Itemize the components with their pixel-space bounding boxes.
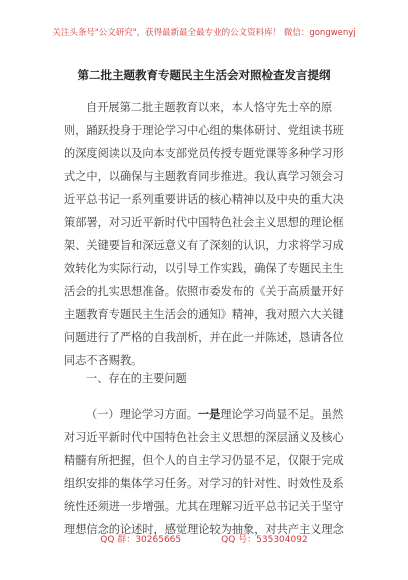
text-line: 对习近平新时代中国特色社会主义思想的深层涵义及核心 xyxy=(64,431,344,444)
qq-group: QQ 群：30265665 xyxy=(100,535,182,545)
subsection-bold: 一是 xyxy=(197,408,221,421)
section-heading xyxy=(64,367,360,390)
text-line: 精髓有所把握，但个人的自主学习仍显不足，仅限于完成 xyxy=(64,454,344,467)
section1-heading: 一、存在的主要问题 xyxy=(86,372,187,385)
problem-paragraph xyxy=(64,403,360,541)
text-line: 策部署，对习近平新时代中国特色社会主义思想的理论框 xyxy=(64,216,344,229)
document-title: 第二批主题教育专题民主生活会对照检查发言提纲 xyxy=(77,68,331,82)
text-line: 的深度阅读以及向本支部党员传授专题党课等多种学习形 xyxy=(64,147,344,160)
text-line: 理想信念的论述时，感觉理论较为抽象，对共产主义理念 xyxy=(64,523,344,536)
text-line: 统性还须进一步增强。尤其在理解习近平总书记关于坚守 xyxy=(64,500,344,513)
intro-paragraph xyxy=(64,96,360,372)
text-line: 组织安排的集体学习任务。对学习的针对性、时效性及系 xyxy=(64,477,344,490)
subsection-rest: 理论学习尚显不足。虽然 xyxy=(220,408,344,421)
subsection-prefix: （一）理论学习方面。 xyxy=(86,408,198,421)
subsection-line xyxy=(64,403,360,426)
text-line: 式之中，以确保与主题教育同步推进。我认真学习领会习 xyxy=(64,170,344,183)
text-line: 效转化为实际行动，以引导工作实践，确保了专题民主生 xyxy=(64,262,344,275)
text-line: 架、关键要旨和深远意义有了深刻的认识，力求将学习成 xyxy=(64,239,344,252)
text-line: 同志不吝赐教。 xyxy=(64,354,143,367)
contact-footer xyxy=(0,532,408,545)
text-line: 近平总书记一系列重要讲话的核心精神以及中央的重大决 xyxy=(64,193,344,206)
text-line: 主题教育专题民主生活会的通知》精神，我对照六大关键 xyxy=(64,308,344,321)
text-line: 问题进行了严格的自我剖析，并在此一并陈述，恳请各位 xyxy=(64,331,344,344)
text-line: 活会的扎实思想准备。依照市委发布的《关于高质量开好 xyxy=(64,285,344,298)
qq-number: QQ 号：535304092 xyxy=(221,535,308,545)
text-line: 则，踊跃投身于理论学习中心组的集体研讨、党组读书班 xyxy=(64,124,344,137)
promo-header: 关注头条号"公文研究"，获得最新最全最专业的公文资料库！ 微信：gongwenyj xyxy=(52,28,356,38)
text-line: 自开展第二批主题教育以来，本人恪守先士卒的原 xyxy=(86,101,333,114)
